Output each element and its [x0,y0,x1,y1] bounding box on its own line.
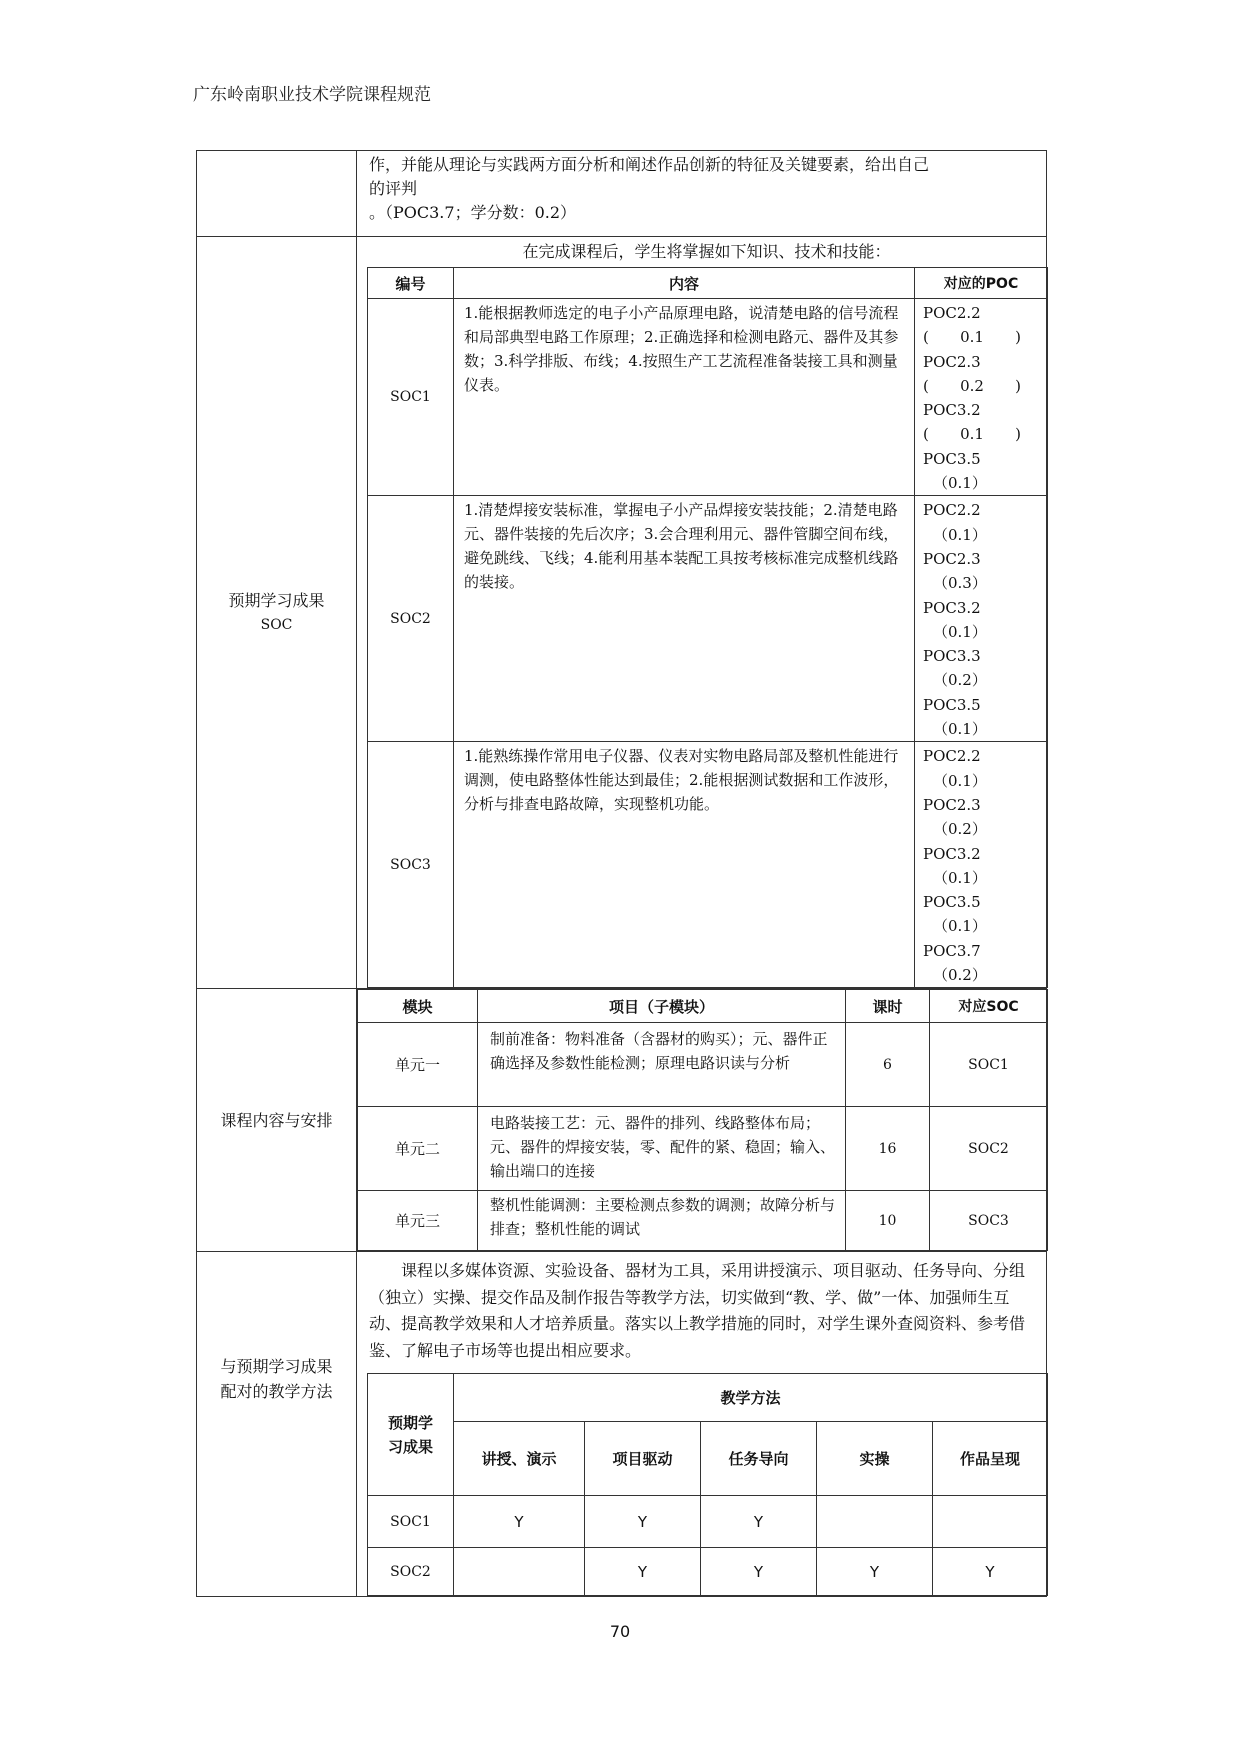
course-content-row [197,989,1047,1252]
module-row-2 [358,1107,1048,1191]
intro-line-2: 的评判 [369,179,418,198]
method-mark [817,1496,933,1548]
poc-weight: （0.1） [933,917,987,936]
method-table [367,1373,1048,1596]
soc-label-line-2: SOC [260,616,293,633]
poc-code: POC3.2 [923,401,981,420]
method-mark: Y [585,1548,701,1596]
module-row-3-module: 单元三 [358,1191,478,1251]
teaching-method-content [357,1252,1047,1597]
soc-row-1-id: SOC1 [368,299,454,496]
poc-code: POC3.5 [923,695,981,714]
module-row-1 [358,1023,1048,1107]
poc-code: POC2.3 [923,352,981,371]
method-row-soc2 [368,1548,1048,1596]
teaching-method-label [197,1252,357,1597]
method-project-driven: 项目驱动 [585,1422,701,1496]
method-label-line-1: 与预期学习成果 [220,1357,333,1377]
soc-row-3-poc [915,742,1048,988]
poc-code: POC2.3 [923,549,981,568]
teaching-method-row [197,1252,1047,1597]
intro-line-1: 作，并能从理论与实践两方面分析和阐述作品创新的特征及关键要素，给出自己 [369,155,930,174]
page-number: 70 [609,1622,631,1641]
poc-code: POC3.7 [923,941,981,960]
soc-row-3-content: 1.能熟练操作常用电子仪器、仪表对实物电路局部及整机性能进行调测，使电路整体性能达到最佳；2.能根据测试数据和工作波形，分析与排查电路故障，实现整机功能。 [454,742,915,988]
module-header-soc: 对应SOC [930,990,1048,1023]
soc-row-1-poc [915,299,1048,496]
module-row-2-module: 单元二 [358,1107,478,1191]
poc-weight: （0.1） [933,720,987,739]
poc-code: POC2.2 [923,304,981,322]
method-mark: Y [585,1496,701,1548]
soc-row-2-id: SOC2 [368,496,454,742]
method-mark: Y [817,1548,933,1596]
poc-code: POC2.2 [923,501,981,520]
poc-code: POC3.2 [923,844,981,863]
module-table-header [358,990,1048,1023]
poc-weight: ( 0.1 ) [923,328,1021,347]
soc-header-poc: 对应的POC [915,268,1048,299]
poc-code: POC2.3 [923,795,981,814]
module-row-3 [358,1191,1048,1251]
soc-row-2-content: 1.清楚焊接安装标准，掌握电子小产品焊接安装技能；2.清楚电路元、器件装接的先后次序；3.会合理利用元、器件管脚空间布线，避免跳线、飞线；4.能利用基本装配工具按考核标准完成整机线路的装接。 [454,496,915,742]
method-row-soc1-label: SOC1 [368,1496,454,1548]
soc-row-2-poc [915,496,1048,742]
method-row-soc1 [368,1496,1048,1548]
method-label-line-2: 配对的教学方法 [220,1382,333,1402]
method-paragraph: 课程以多媒体资源、实验设备、器材为工具，采用讲授演示、项目驱动、任务导向、分组（独立）实操、提交作品及制作报告等教学方法，切实做到“教、学、做”一体、加强师生互动、提高教学效果和人才培养质量。落实以上教学措施的同时，对学生课外查阅资料、参考借鉴、了解电子市场等也提出相应要求。 [369,1261,1026,1360]
module-row-1-soc: SOC1 [930,1023,1048,1107]
method-mark: Y [933,1548,1048,1596]
method-mark: Y [701,1548,817,1596]
soc-table [367,267,1048,988]
soc-header-content: 内容 [454,268,915,299]
course-content-cell [357,989,1047,1252]
soc-section-row [197,237,1047,989]
method-work-presentation: 作品呈现 [933,1422,1048,1496]
module-row-1-project: 制前准备：物料准备（含器材的购买）；元、器件正确选择及参数性能检测；原理电路识读与分析 [478,1023,846,1107]
poc-weight: （0.3） [933,574,987,593]
poc-code: POC3.5 [923,893,981,912]
soc-row-3-id: SOC3 [368,742,454,988]
intro-label-cell [197,151,357,237]
intro-content-cell [357,151,1047,237]
poc-weight: （0.2） [933,671,987,690]
soc-section-label [197,237,357,989]
method-lecture-demo: 讲授、演示 [454,1422,585,1496]
module-row-2-soc: SOC2 [930,1107,1048,1191]
module-row-2-hours: 16 [846,1107,930,1191]
soc-row-3 [368,742,1048,988]
course-spec-table [196,150,1047,1597]
methods-title: 教学方法 [454,1374,1048,1422]
method-practice: 实操 [817,1422,933,1496]
method-task-oriented: 任务导向 [701,1422,817,1496]
method-mark: Y [701,1496,817,1548]
method-mark: Y [454,1496,585,1548]
poc-weight: （0.1） [933,771,987,790]
poc-code: POC3.3 [923,647,981,666]
module-header-module: 模块 [358,990,478,1023]
module-table [357,989,1048,1251]
soc-section-content [357,237,1047,989]
poc-weight: （0.1） [933,622,987,641]
poc-weight: （0.1） [933,868,987,887]
module-row-1-hours: 6 [846,1023,930,1107]
soc-row-1 [368,299,1048,496]
soc-label-line-1: 预期学习成果 [228,590,325,610]
module-row-2-project: 电路装接工艺：元、器件的排列、线路整体布局；元、器件的焊接安装，零、配件的紧、稳固；输入、输出端口的连接 [478,1107,846,1191]
poc-weight: （0.2） [933,966,987,985]
method-mark [454,1548,585,1596]
method-table-title-row [368,1374,1048,1422]
module-row-3-hours: 10 [846,1191,930,1251]
poc-weight: ( 0.2 ) [923,376,1021,395]
module-header-hours: 课时 [846,990,930,1023]
soc-intro-text: 在完成课程后，学生将掌握如下知识、技术和技能： [522,242,891,261]
course-content-label: 课程内容与安排 [197,989,357,1252]
module-row-1-module: 单元一 [358,1023,478,1107]
soc-row-1-content: 1.能根据教师选定的电子小产品原理电路，说清楚电路的信号流程和局部典型电路工作原理；2.正确选择和检测电路元、器件及其参数；3.科学排版、布线；4.按照生产工艺流程准备装接工具和测量仪表。 [454,299,915,496]
soc-table-header [368,268,1048,299]
method-row-soc2-label: SOC2 [368,1548,454,1596]
intro-row [197,151,1047,237]
method-outcome-header: 预期学 习成果 [368,1374,454,1496]
poc-code: POC3.2 [923,598,981,617]
poc-code: POC3.5 [923,449,981,468]
poc-code: POC2.2 [923,747,981,766]
poc-weight: ( 0.1 ) [923,425,1021,444]
method-mark [933,1496,1048,1548]
poc-weight: （0.1） [933,474,987,493]
module-header-project: 项目（子模块） [478,990,846,1023]
soc-header-id: 编号 [368,268,454,299]
soc-row-2 [368,496,1048,742]
module-row-3-project: 整机性能调测：主要检测点参数的调测；故障分析与排查；整机性能的调试 [478,1191,846,1251]
method-names-row [368,1422,1048,1496]
poc-weight: （0.2） [933,820,987,839]
document-header-title: 广东岭南职业技术学院课程规范 [193,85,431,105]
module-row-3-soc: SOC3 [930,1191,1048,1251]
intro-line-3: 。（POC3.7；学分数：0.2） [369,203,577,222]
poc-weight: （0.1） [933,525,987,544]
